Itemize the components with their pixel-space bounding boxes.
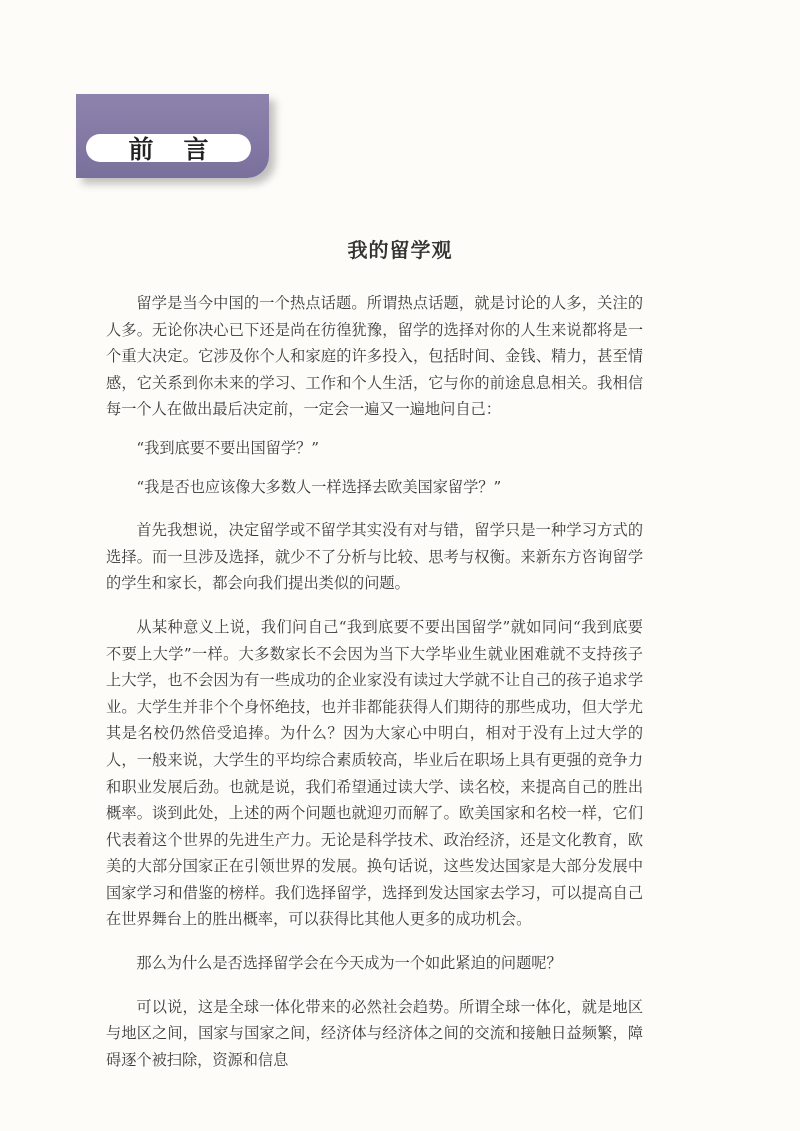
quoted-question: “我是否也应该像大多数人一样选择去欧美国家留学？” <box>136 477 502 496</box>
article-body <box>106 290 643 1073</box>
paragraph: 那么为什么是否选择留学会在今天成为一个如此紧迫的问题呢？ <box>136 954 562 973</box>
quoted-question: “我到底要不要出国留学？” <box>136 438 319 457</box>
paragraph: 可以说，这是全球一体化带来的必然社会趋势。所谓全球一体化，就是地区与地区之间，国家与国家之间，经济体与经济体之间的交流和接触日益频繁，障碍逐个被扫除，资源和信息 <box>106 997 643 1069</box>
paragraph: 首先我想说，决定留学或不留学其实没有对与错，留学只是一种学习方式的选择。而一旦涉及选择，就少不了分析与比较、思考与权衡。来新东方咨询留学的学生和家长，都会向我们提出类似的问题。 <box>106 521 643 593</box>
article-title: 我的留学观 <box>347 238 453 262</box>
section-header-label: 前言 <box>128 135 239 164</box>
paragraph: 从某种意义上说，我们问自己“我到底要不要出国留学”就如同问“我到底要不要上大学”一样。大多数家长不会因为当下大学毕业生就业困难就不支持孩子上大学，也不会因为有一些成功的企业家没有读过大学就不让自己的孩子追求学业。大学生并非个个身怀绝技，也并非都能获得人们期待的那些成功，但大学尤其是名校仍然倍受追捧。为什么？因为大家心中明白，相对于没有上过大学的人，一般来说，大学生的平均综合素质较高，毕业后在职场上具有更强的竞争力和职业发展后劲。也就是说，我们希望通过读大学、读名校，来提高自己的胜出概率。谈到此处，上述的两个问题也就迎刃而解了。欧美国家和名校一样，它们代表着这个世界的先进生产力。无论是科学技术、政治经济，还是文化教育，欧美的大部分国家正在引领世界的发展。换句话说，这些发达国家是大部分发展中国家学习和借鉴的榜样。我们选择留学，选择到发达国家去学习，可以提高自己在世界舞台上的胜出概率，可以获得比其他人更多的成功机会。 <box>106 617 643 929</box>
section-header-pill <box>86 134 251 162</box>
section-header-banner <box>76 94 269 178</box>
paragraph: 留学是当今中国的一个热点话题。所谓热点话题，就是讨论的人多，关注的人多。无论你决心已下还是尚在彷徨犹豫，留学的选择对你的人生来说都将是一个重大决定。它涉及你个人和家庭的许多投入，包括时间、金钱、精力，甚至情感，它关系到你未来的学习、工作和个人生活，它与你的前途息息相关。我相信每一个人在做出最后决定前，一定会一遍又一遍地问自己： <box>106 294 643 419</box>
